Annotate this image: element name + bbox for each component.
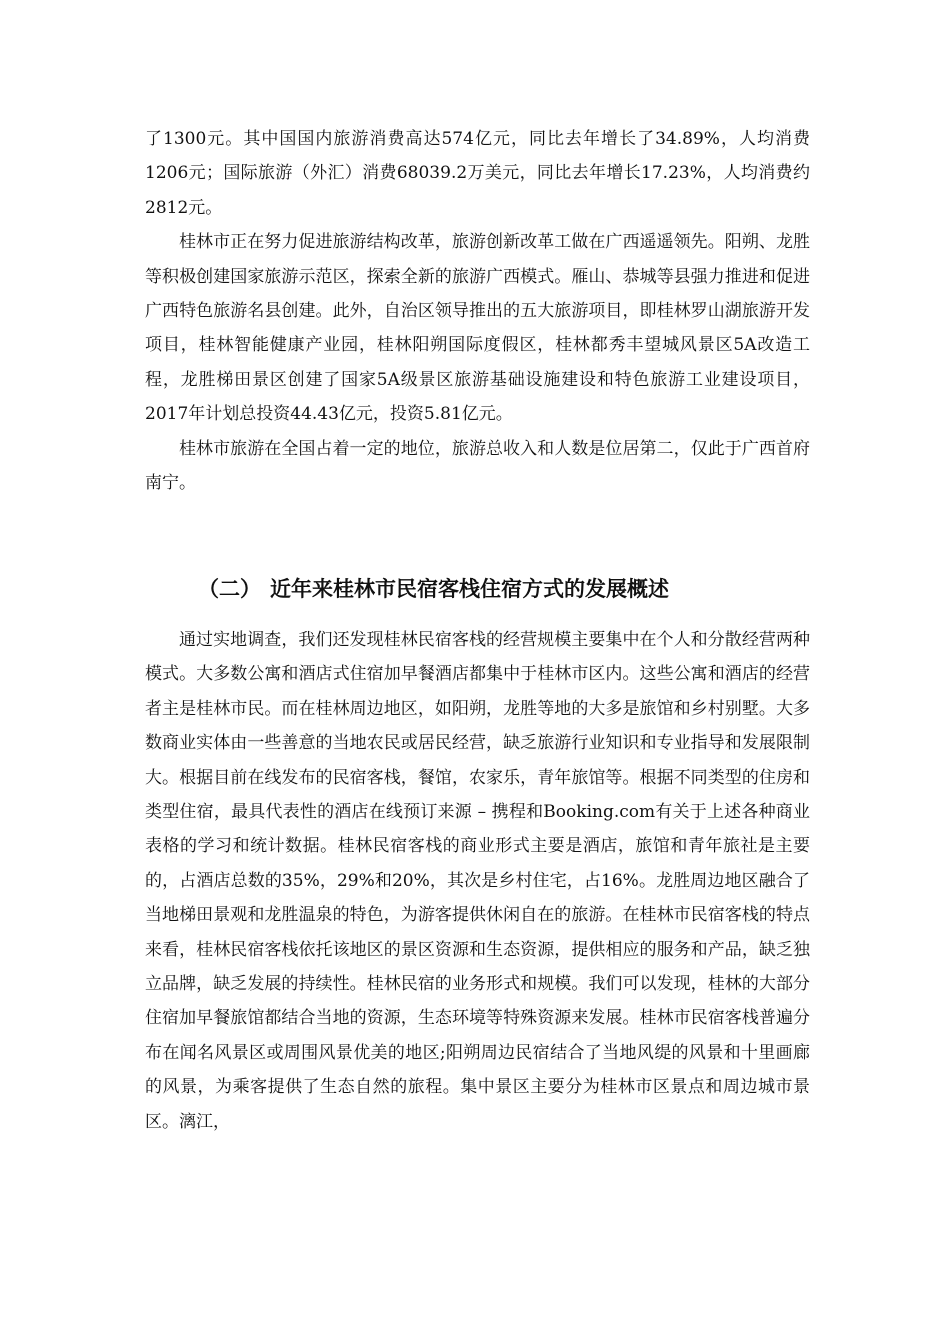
section-title: 近年来桂林市民宿客栈住宿方式的发展概述: [270, 577, 669, 601]
body-text-bottom: [145, 623, 810, 1139]
paragraph-national-position: 桂林市旅游在全国占着一定的地位，旅游总收入和人数是位居第二，仅此于广西首府南宁。: [145, 438, 810, 494]
section-heading: [198, 572, 818, 606]
paragraph-guesthouse-overview: 通过实地调查，我们还发现桂林民宿客栈的经营规模主要集中在个人和分散经营两种模式。大多数公寓和酒店式住宿加早餐酒店都集中于桂林市区内。这些公寓和酒店的经营者主是桂林市民。而在桂林周边地区，如阳朔，龙胜等地的大多是旅馆和乡村别墅。大多数商业实体由一些善意的当地农民或居民经营，缺乏旅游行业知识和专业指导和发展限制大。根据目前在线发布的民宿客栈，餐馆，农家乐，青年旅馆等。根据不同类型的住房和类型住宿，最具代表性的酒店在线预订来源 – 携程和Booking.com有关于上述各种商业表格的学习和统计数据。桂林民宿客栈的商业形式主要是酒店，旅馆和青年旅社是主要的，占酒店总数的35%，29%和20%，其次是乡村住宅，占16%。龙胜周边地区融合了当地梯田景观和龙胜温泉的特色，为游客提供休闲自在的旅游。在桂林市民宿客栈的特点来看，桂林民宿客栈依托该地区的景区资源和生态资源，提供相应的服务和产品，缺乏独立品牌，缺乏发展的持续性。桂林民宿的业务形式和规模。我们可以发现，桂林的大部分住宿加早餐旅馆都结合当地的资源，生态环境等特殊资源来发展。桂林市民宿客栈普遍分布在闻名风景区或周围风景优美的地区;阳朔周边民宿结合了当地风缇的风景和十里画廊的风景，为乘客提供了生态自然的旅程。集中景区主要分为桂林市区景点和周边城市景区。漓江，: [145, 630, 810, 1132]
section-number: （二）: [198, 577, 261, 601]
paragraph-tourism-spending: 了1300元。其中国国内旅游消费高达574亿元，同比去年增长了34.89%，人均消费1206元；国际旅游（外汇）消费68039.2万美元，同比去年增长17.23%，人均消费约2812元。: [145, 129, 810, 218]
body-text-top: [145, 122, 810, 500]
paragraph-tourism-reform: 桂林市正在努力促进旅游结构改革，旅游创新改革工做在广西遥遥领先。阳朔、龙胜等积极创建国家旅游示范区，探索全新的旅游广西模式。雁山、恭城等县强力推进和促进广西特色旅游名县创建。此外，自治区领导推出的五大旅游项目，即桂林罗山湖旅游开发项目，桂林智能健康产业园，桂林阳朔国际度假区，桂林都秀丰望城风景区5A改造工程，龙胜梯田景区创建了国家5A级景区旅游基础设施建设和特色旅游工业建设项目，2017年计划总投资44.43亿元，投资5.81亿元。: [145, 232, 810, 425]
